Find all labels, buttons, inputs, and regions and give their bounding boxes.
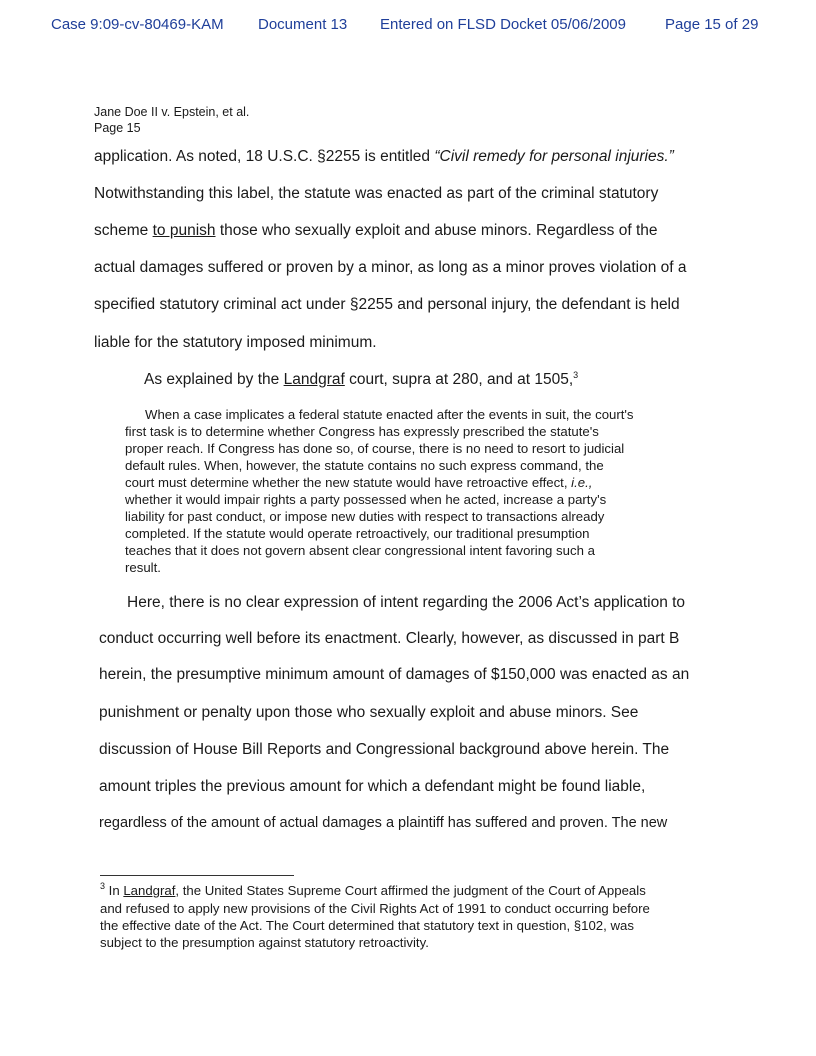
document-number: Document 13 <box>258 16 348 33</box>
paragraph-line: application. As noted, 18 U.S.C. §2255 is entitled “Civil remedy for personal injuries.” <box>94 148 674 165</box>
quote-line: default rules. When, however, the statute contains no such express command, the <box>125 458 604 473</box>
case-name: Landgraf <box>283 371 345 388</box>
filing-header <box>0 16 816 38</box>
footnote-line: subject to the presumption against statutory retroactivity. <box>100 935 429 950</box>
quote-line: teaches that it does not govern absent clear congressional intent favoring such a <box>125 543 595 558</box>
footnote-number: 3 <box>100 881 106 891</box>
paragraph-line: amount triples the previous amount for which a defendant might be found liable, <box>99 778 646 795</box>
case-number: Case 9:09-cv-80469-KAM <box>51 16 224 33</box>
paragraph-line: Here, there is no clear expression of intent regarding the 2006 Act’s application to <box>127 594 686 611</box>
paragraph-line: Notwithstanding this label, the statute was enacted as part of the criminal statutory <box>94 185 659 202</box>
footnote-reference: 3 <box>573 370 579 380</box>
quote-line: result. <box>125 560 161 575</box>
quote-line: first task is to determine whether Congress has expressly prescribed the statute's <box>125 424 599 439</box>
quote-line: liability for past conduct, or impose new duties with respect to transactions already <box>125 509 605 524</box>
quote-line: court must determine whether the new statute would have retroactive effect, i.e., <box>125 475 593 490</box>
quote-line: proper reach. If Congress has done so, of course, there is no need to resort to judicial <box>125 441 625 456</box>
statute-title: “Civil remedy for personal injuries.” <box>434 148 674 165</box>
quote-line: whether it would impair rights a party possessed when he acted, increase a party's <box>125 492 607 507</box>
underlined-phrase: to punish <box>152 222 216 239</box>
paragraph-line: scheme to punish those who sexually exploit and abuse minors. Regardless of the <box>94 222 658 239</box>
footnote-line: and refused to apply new provisions of the Civil Rights Act of 1991 to conduct occurring before <box>100 901 650 916</box>
paragraph-line: punishment or penalty upon those who sexually exploit and abuse minors. See <box>99 704 639 721</box>
paragraph-line: actual damages suffered or proven by a minor, as long as a minor proves violation of a <box>94 259 687 276</box>
paragraph-line: conduct occurring well before its enactment. Clearly, however, as discussed in part B <box>99 630 680 647</box>
paragraph-line: liable for the statutory imposed minimum. <box>94 334 377 351</box>
paragraph-line: herein, the presumptive minimum amount of damages of $150,000 was enacted as an <box>99 666 690 683</box>
footnote-line: $^3$ In Landgraf, the United States Supreme Court affirmed the judgment of the Court of Appeals <box>100 881 646 898</box>
paragraph-line: specified statutory criminal act under §2255 and personal injury, the defendant is held <box>94 296 680 313</box>
docket-entry: Entered on FLSD Docket 05/06/2009 <box>380 16 626 33</box>
case-caption: Jane Doe II v. Epstein, et al. <box>94 105 250 119</box>
page-count: Page 15 of 29 <box>665 16 759 33</box>
paragraph-line: discussion of House Bill Reports and Congressional background above herein. The <box>99 741 670 758</box>
caption-page: Page 15 <box>94 121 141 135</box>
paragraph-line: regardless of the amount of actual damages a plaintiff has suffered and proven. The new <box>99 815 668 831</box>
footnote-divider <box>100 875 294 876</box>
quote-line: When a case implicates a federal statute enacted after the events in suit, the court's <box>145 407 634 422</box>
quote-line: completed. If the statute would operate retroactively, our traditional presumption <box>125 526 590 541</box>
footnote-line: the effective date of the Act. The Court determined that statutory text in question, §102, was <box>100 918 634 933</box>
quote-intro: As explained by the Landgraf court, supra at 280, and at 1505,$^3$ <box>144 370 579 388</box>
